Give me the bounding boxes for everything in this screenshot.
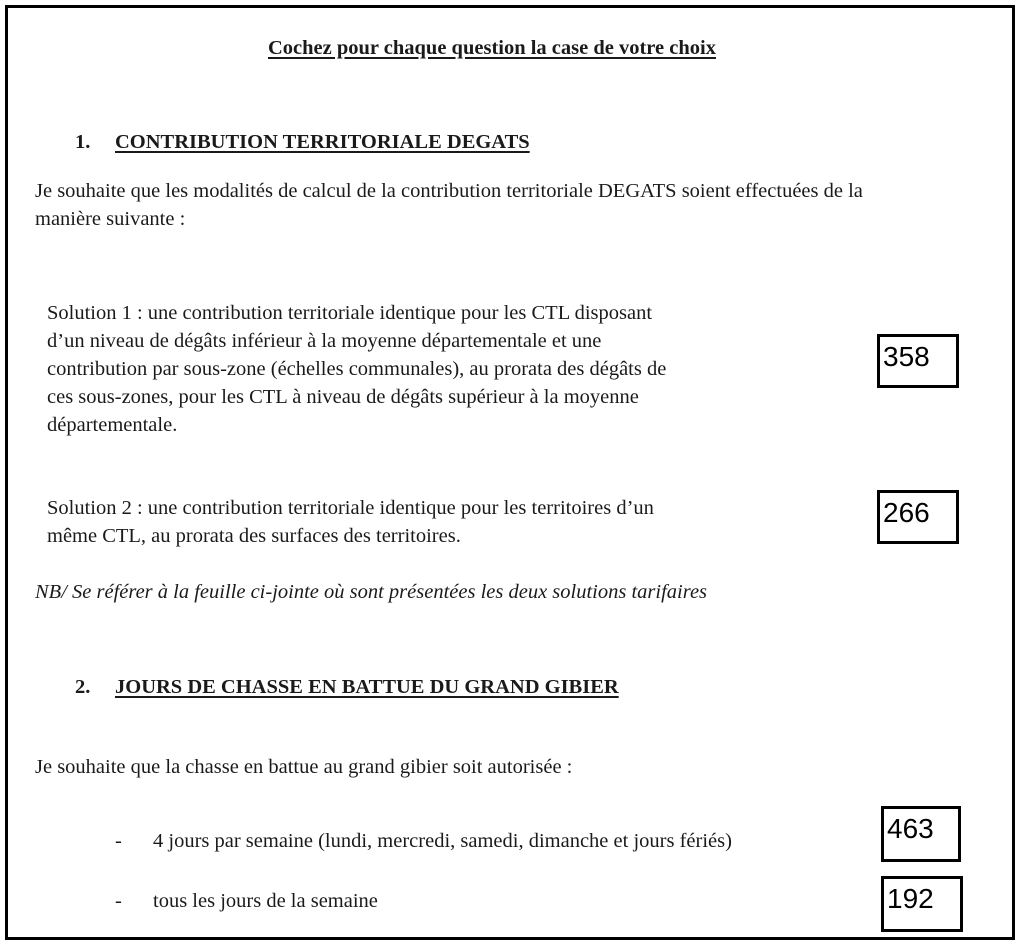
option2-count-box: 192: [881, 876, 963, 932]
section1-note: NB/ Se référer à la feuille ci-jointe où sont présentées les deux solutions tarifaires: [35, 581, 708, 603]
instruction-heading: Cochez pour chaque question la case de votre choix: [268, 37, 716, 59]
solution2-count-box: 266: [877, 490, 959, 544]
option1-dash: -: [115, 830, 122, 852]
solution1-line: d’un niveau de dégâts inférieur à la moyenne départementale et une: [47, 330, 602, 352]
solution1-line: départementale.: [47, 414, 178, 436]
section1-intro-line2: manière suivante :: [35, 208, 186, 230]
section1-number: 1.: [75, 131, 91, 153]
section2-title: JOURS DE CHASSE EN BATTUE DU GRAND GIBIER: [115, 676, 619, 698]
section1-title: CONTRIBUTION TERRITORIALE DEGATS: [115, 131, 530, 153]
section2-number: 2.: [75, 676, 91, 698]
option1-count-box: 463: [881, 806, 961, 862]
solution1-line: Solution 1 : une contribution territoriale identique pour les CTL disposant: [47, 302, 653, 324]
solution2-line: Solution 2 : une contribution territoriale identique pour les territoires d’un: [47, 497, 654, 519]
solution2-line: même CTL, au prorata des surfaces des territoires.: [47, 525, 461, 547]
solution1-line: ces sous-zones, pour les CTL à niveau de dégâts supérieur à la moyenne: [47, 386, 639, 408]
option1-label: 4 jours par semaine (lundi, mercredi, samedi, dimanche et jours fériés): [153, 830, 732, 852]
solution1-line: contribution par sous-zone (échelles communales), au prorata des dégâts de: [47, 358, 667, 380]
section1-intro-line1: Je souhaite que les modalités de calcul de la contribution territoriale DEGATS soient effectuées de la: [35, 180, 863, 202]
option2-label: tous les jours de la semaine: [153, 890, 378, 912]
solution1-count-box: 358: [877, 334, 959, 388]
section2-intro: Je souhaite que la chasse en battue au grand gibier soit autorisée :: [35, 756, 573, 778]
option2-dash: -: [115, 890, 122, 912]
